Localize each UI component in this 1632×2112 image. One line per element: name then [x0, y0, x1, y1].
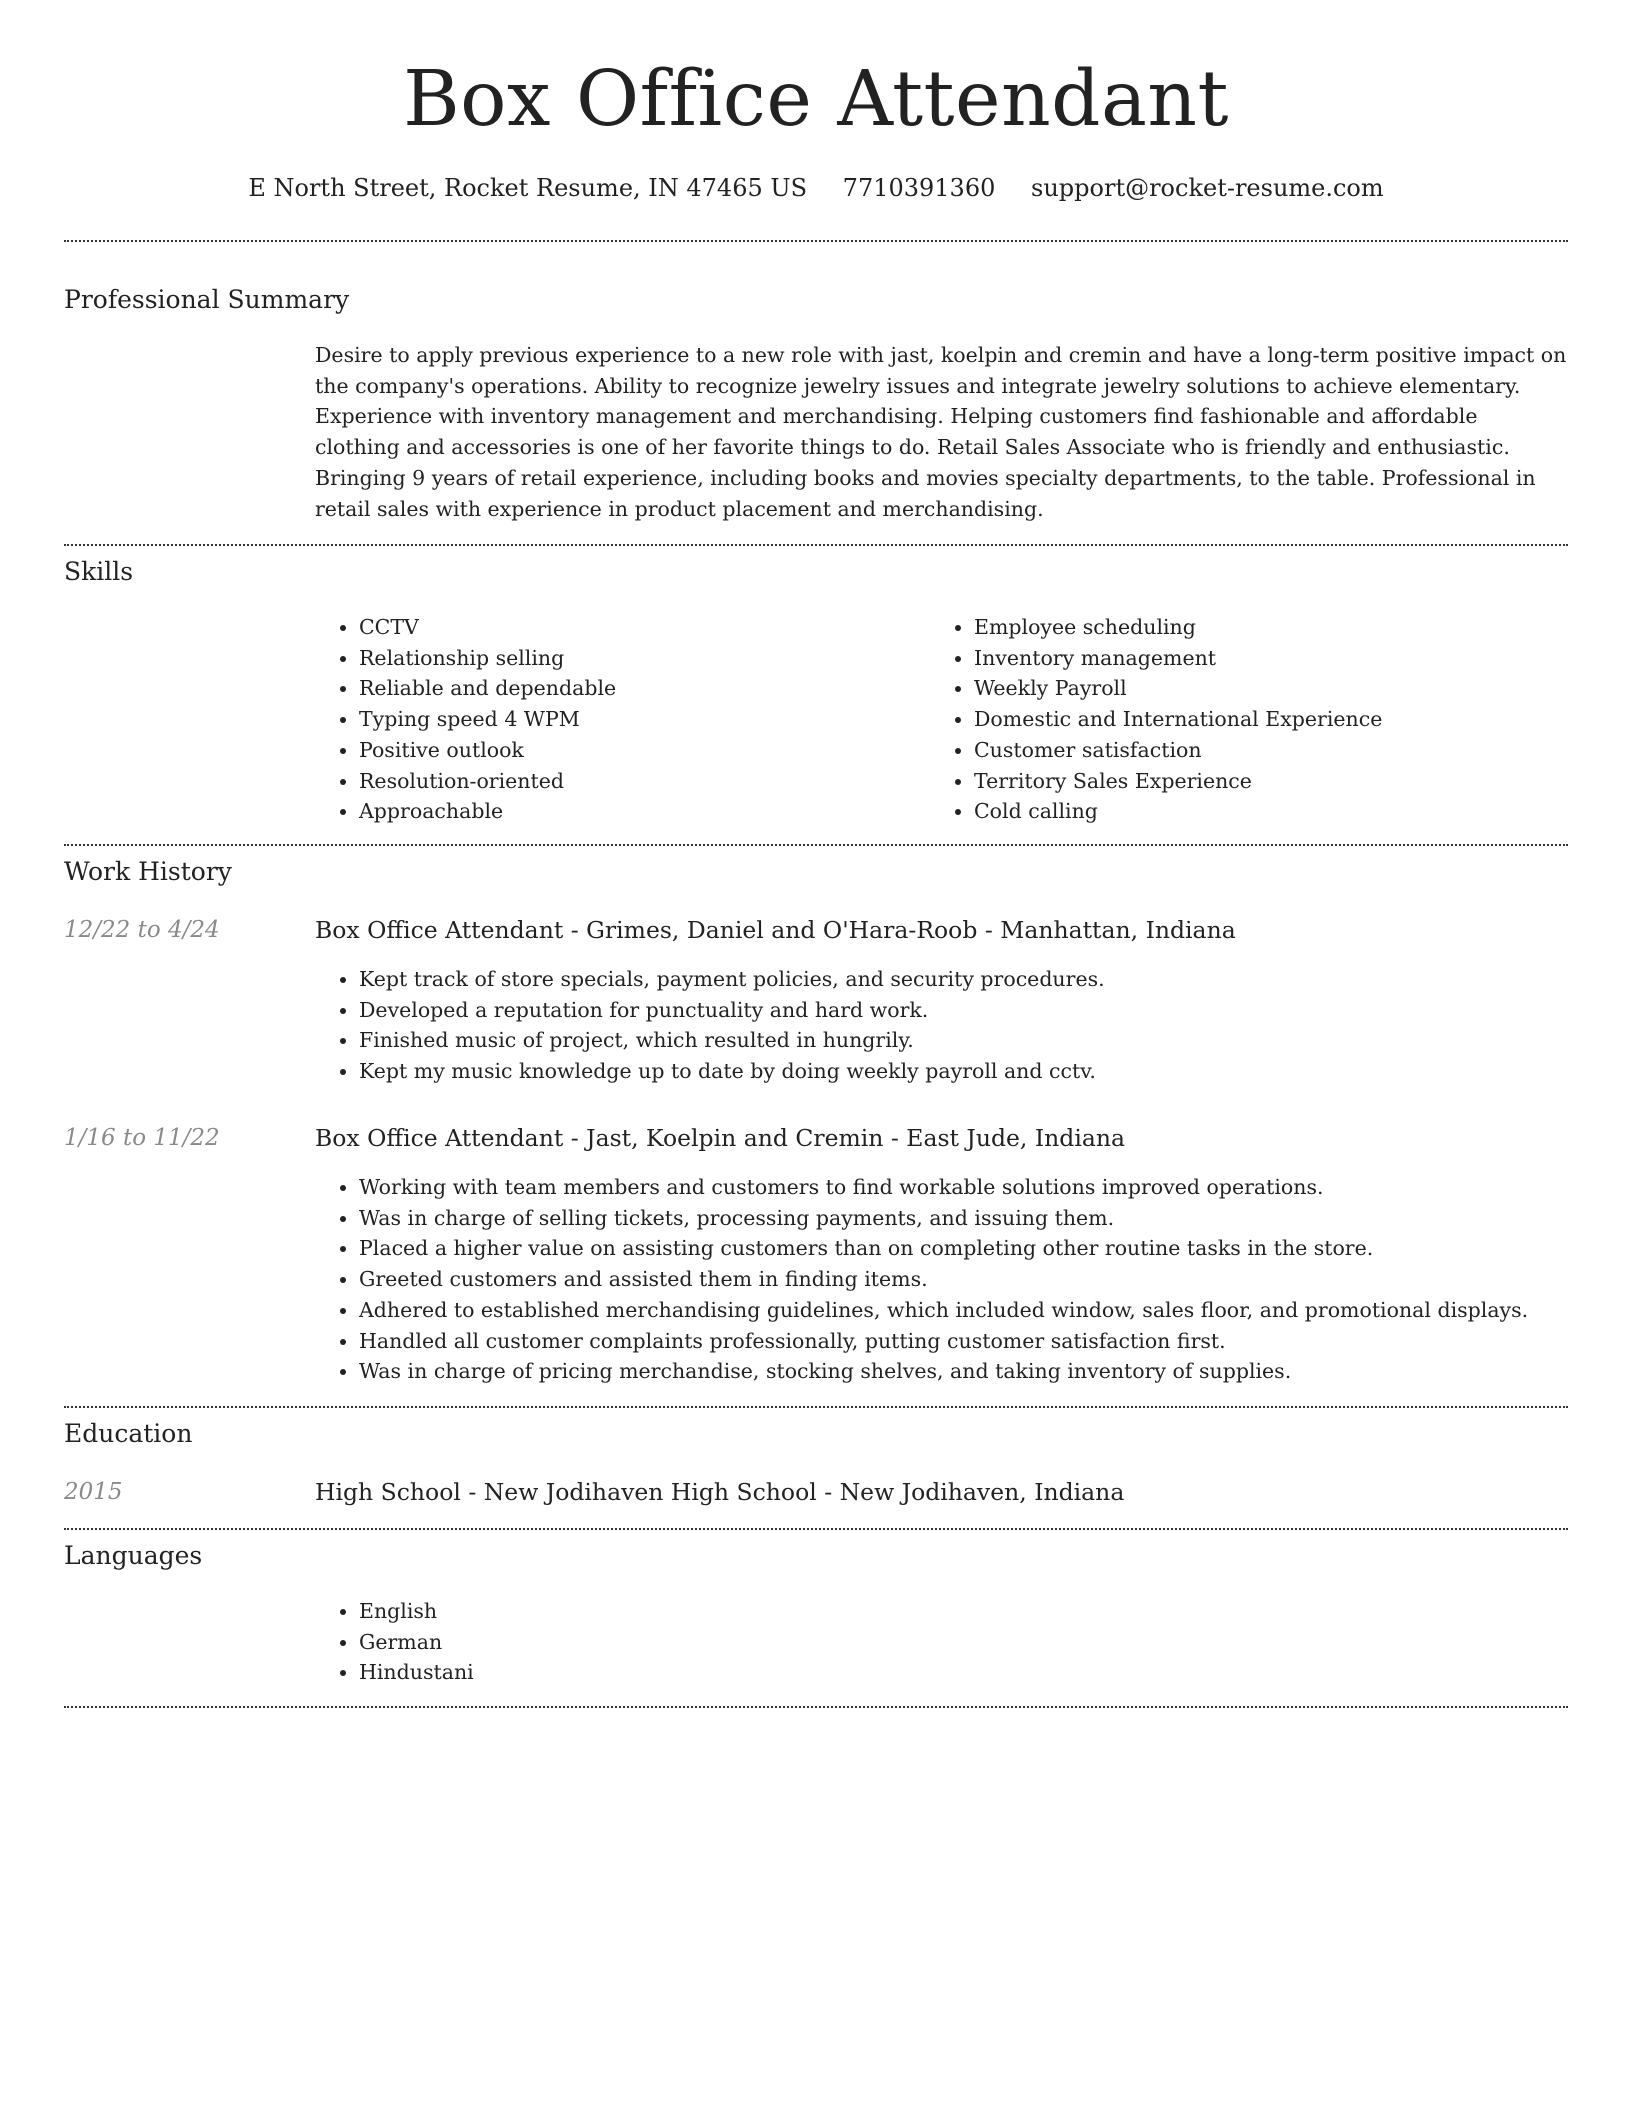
section-divider — [64, 1706, 1568, 1708]
list-item: • Was in charge of selling tickets, processing payments, and issuing them. — [359, 1203, 1568, 1234]
skills-heading: Skills — [64, 557, 134, 586]
list-item: • Hindustani — [359, 1657, 1568, 1688]
list-item: • Kept track of store specials, payment policies, and security procedures. — [359, 964, 1568, 995]
list-item: • Placed a higher value on assisting customers than on completing other routine tasks in the store. — [359, 1233, 1568, 1264]
job-dates: 12/22 to 4/24 — [64, 917, 220, 943]
job-bullets — [315, 964, 1568, 1087]
skills-list-left — [315, 612, 915, 827]
languages-heading: Languages — [64, 1541, 203, 1570]
summary-heading: Professional Summary — [64, 285, 350, 314]
list-item: • Was in charge of pricing merchandise, stocking shelves, and taking inventory of supplies. — [359, 1356, 1568, 1387]
job-bullets — [315, 1172, 1568, 1387]
list-item: • Handled all customer complaints professionally, putting customer satisfaction first. — [359, 1326, 1568, 1357]
list-item: • Domestic and International Experience — [974, 704, 1530, 735]
list-item: • Greeted customers and assisted them in finding items. — [359, 1264, 1568, 1295]
list-item: • Reliable and dependable — [359, 673, 915, 704]
education-year: 2015 — [64, 1479, 123, 1505]
section-divider — [64, 1406, 1568, 1408]
list-item: • CCTV — [359, 612, 915, 643]
list-item: • Customer satisfaction — [974, 735, 1530, 766]
section-divider — [64, 240, 1568, 242]
work-heading: Work History — [64, 857, 232, 886]
job-heading: Box Office Attendant - Grimes, Daniel and O'Hara-Roob - Manhattan, Indiana — [315, 916, 1236, 944]
summary-text: Desire to apply previous experience to a new role with jast, koelpin and cremin and have a long-term positive impact on the company's operations. Ability to recognize jewelry issues and integrate jewelry solutions to achieve elementary. Experience with inventory management and merchandising. Helping customers find fashionable and affordable clothing and accessories is one of her favorite things to do. Retail Sales Associate who is friendly and enthusiastic. Bringing 9 years of retail experience, including books and movies specialty departments, to the table. Professional in retail sales with experience in product placement and merchandising. — [315, 343, 1567, 521]
list-item: • Territory Sales Experience — [974, 766, 1530, 797]
contact-email: support@rocket-resume.com — [1031, 174, 1384, 202]
list-item: • Weekly Payroll — [974, 673, 1530, 704]
contact-line — [64, 170, 1568, 206]
list-item: • Approachable — [359, 796, 915, 827]
list-item: • Employee scheduling — [974, 612, 1530, 643]
contact-phone: 7710391360 — [842, 174, 996, 202]
list-item: • Finished music of project, which resulted in hungrily. — [359, 1025, 1568, 1056]
list-item: • Cold calling — [974, 796, 1530, 827]
education-entry: High School - New Jodihaven High School - New Jodihaven, Indiana — [315, 1478, 1125, 1506]
job-heading: Box Office Attendant - Jast, Koelpin and Cremin - East Jude, Indiana — [315, 1124, 1126, 1152]
list-item: • Working with team members and customers to find workable solutions improved operations. — [359, 1172, 1568, 1203]
section-divider — [64, 844, 1568, 846]
list-item: • Typing speed 4 WPM — [359, 704, 915, 735]
resume-name: Box Office Attendant — [403, 55, 1229, 144]
list-item: • Adhered to established merchandising guidelines, which included window, sales floor, and promotional displays. — [359, 1295, 1568, 1326]
languages-list — [315, 1596, 1568, 1688]
list-item: • German — [359, 1627, 1568, 1658]
education-heading: Education — [64, 1419, 193, 1448]
job-dates: 1/16 to 11/22 — [64, 1125, 220, 1151]
section-divider — [64, 1528, 1568, 1530]
list-item: • Kept my music knowledge up to date by doing weekly payroll and cctv. — [359, 1056, 1568, 1087]
list-item: • English — [359, 1596, 1568, 1627]
list-item: • Inventory management — [974, 643, 1530, 674]
section-divider — [64, 544, 1568, 546]
list-item: • Positive outlook — [359, 735, 915, 766]
list-item: • Resolution-oriented — [359, 766, 915, 797]
contact-address: E North Street, Rocket Resume, IN 47465 US — [248, 174, 808, 202]
list-item: • Relationship selling — [359, 643, 915, 674]
list-item: • Developed a reputation for punctuality and hard work. — [359, 995, 1568, 1026]
skills-list-right — [930, 612, 1530, 827]
